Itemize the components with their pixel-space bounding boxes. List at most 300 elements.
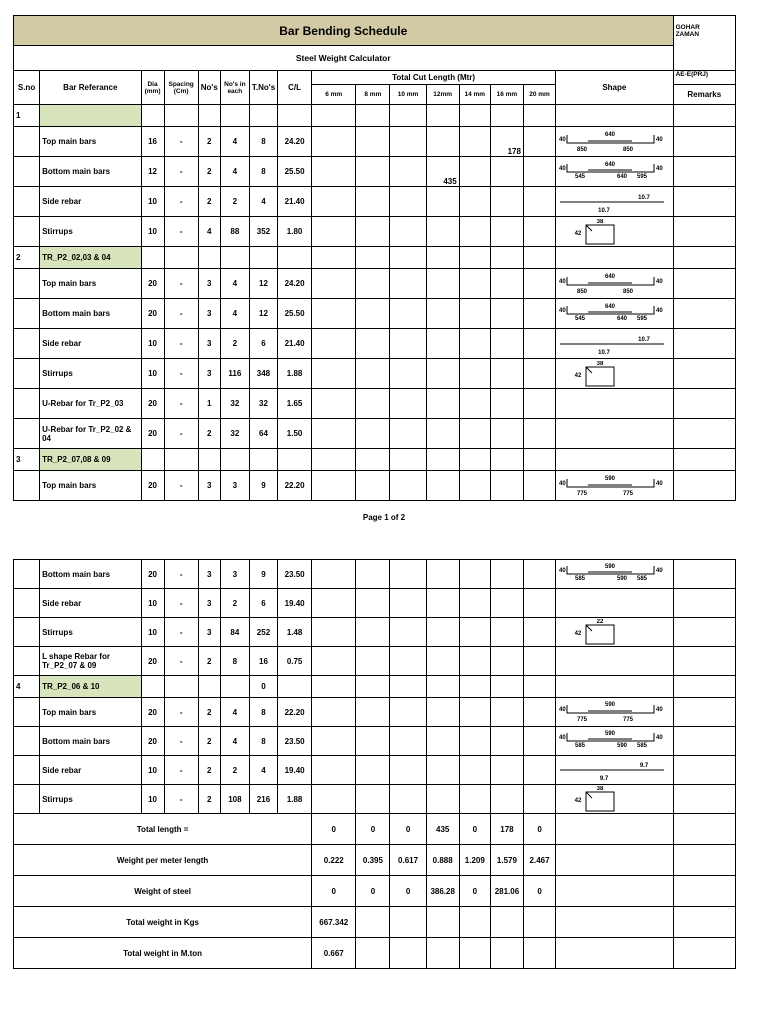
bar-dia: 20	[141, 698, 164, 727]
empty-cell	[141, 449, 164, 471]
bar-shape-cell	[556, 419, 674, 449]
empty-cell	[141, 676, 164, 698]
bar-nos-each: 116	[220, 359, 249, 389]
cut-length-d12	[426, 187, 459, 217]
cut-length-d20	[523, 419, 555, 449]
col-12mm: 12mm	[426, 85, 459, 105]
shape-dimension-label: 38	[596, 218, 604, 225]
shape-dimension-label: 22	[596, 619, 604, 625]
bar-cut-length: 22.20	[278, 698, 312, 727]
bar-shape-cell	[556, 647, 673, 676]
empty-cell	[490, 105, 523, 127]
bar-nos: 3	[198, 299, 220, 329]
page-subtitle: Steel Weight Calculator	[14, 46, 674, 71]
bar-nos-each: 32	[220, 389, 249, 419]
cut-length-d14	[459, 127, 490, 157]
author-name-2: ZAMAN	[675, 31, 700, 38]
shape-dimension-label: 640	[605, 131, 616, 138]
remarks-cell	[673, 618, 735, 647]
totals-row	[14, 814, 736, 845]
cut-length-d10	[390, 471, 426, 501]
cut-length-d16	[490, 299, 523, 329]
totals-value	[524, 907, 556, 938]
cut-length-d14	[459, 419, 490, 449]
shape-dimension-label: 590	[617, 743, 628, 749]
totals-row	[14, 876, 736, 907]
sno-cell	[14, 269, 40, 299]
page-title: Bar Bending Schedule	[14, 16, 674, 46]
bar-cut-length: 25.50	[278, 299, 312, 329]
shape-dimension-label: 42	[574, 798, 582, 804]
total-nos	[249, 449, 277, 471]
shape-dimension-label: 590	[605, 564, 616, 570]
cut-length-d14	[459, 269, 490, 299]
bar-shape-cell	[556, 756, 673, 785]
col-nos-each: No's in each	[220, 71, 249, 105]
bar-shape-diagram	[558, 699, 668, 725]
bar-nos-each: 84	[220, 618, 249, 647]
cut-length-d12	[426, 756, 459, 785]
cut-length-d14	[459, 785, 490, 814]
empty-cell	[673, 907, 735, 938]
bar-shape-diagram	[558, 301, 668, 327]
cut-length-d20	[524, 698, 556, 727]
cut-length-d14	[459, 698, 490, 727]
sno-cell	[14, 785, 40, 814]
shape-dimension-label: 40	[559, 165, 566, 172]
shape-dimension-label: 40	[656, 568, 663, 574]
empty-cell	[278, 247, 312, 269]
col-nos: No's	[198, 71, 220, 105]
bar-spacing: -	[164, 618, 198, 647]
bar-cut-length: 21.40	[278, 187, 312, 217]
bar-nos: 2	[198, 756, 220, 785]
bar-dia: 10	[141, 359, 164, 389]
shape-dimension-label: 40	[656, 735, 663, 741]
bar-nos: 4	[198, 217, 220, 247]
shape-stirrup-box	[586, 367, 614, 386]
bar-reference: U-Rebar for Tr_P2_03	[40, 389, 141, 419]
bar-shape-cell	[556, 698, 673, 727]
bar-shape-cell	[556, 269, 674, 299]
empty-cell	[673, 938, 735, 969]
cut-length-d8	[356, 589, 390, 618]
empty-cell	[459, 676, 490, 698]
bar-shape-cell	[556, 618, 673, 647]
bar-spacing: -	[164, 471, 198, 501]
empty-cell	[673, 105, 735, 127]
remarks-cell	[673, 419, 735, 449]
shape-dimension-label: 590	[605, 702, 616, 708]
remarks-cell	[673, 329, 735, 359]
table-row	[14, 247, 736, 269]
shape-dimension-label: 42	[574, 631, 582, 637]
cut-length-d10	[390, 727, 426, 756]
totals-value: 0	[356, 876, 390, 907]
shape-hook-line	[586, 367, 592, 373]
bar-reference: Side rebar	[40, 329, 141, 359]
bar-reference: Bottom main bars	[40, 560, 141, 589]
empty-cell	[198, 105, 220, 127]
sno-cell	[14, 187, 40, 217]
shape-stirrup-box	[586, 792, 614, 811]
shape-dimension-label: 775	[623, 490, 634, 497]
table-row	[14, 589, 736, 618]
bar-nos: 3	[198, 269, 220, 299]
empty-cell	[198, 247, 220, 269]
empty-cell	[490, 449, 523, 471]
totals-value: 281.06	[490, 876, 523, 907]
bar-cut-length: 19.40	[278, 589, 312, 618]
bar-nos-each: 4	[220, 299, 249, 329]
bar-total-nos: 4	[249, 756, 277, 785]
sno-cell	[14, 299, 40, 329]
bar-nos-each: 108	[220, 785, 249, 814]
bar-reference: Bottom main bars	[40, 299, 141, 329]
cut-length-d20	[523, 299, 555, 329]
sno-cell	[14, 419, 40, 449]
shape-dimension-label: 42	[574, 372, 582, 379]
bar-total-nos: 8	[249, 727, 277, 756]
designation-cell: AE-E(PRJ)	[673, 71, 735, 85]
bar-total-nos: 9	[249, 471, 277, 501]
bar-dia: 20	[141, 727, 164, 756]
bar-cut-length: 24.20	[278, 127, 312, 157]
bar-reference: Stirrups	[40, 217, 141, 247]
empty-cell	[426, 449, 459, 471]
bar-total-nos: 352	[249, 217, 277, 247]
cut-length-d8	[356, 269, 390, 299]
bar-shape-diagram	[558, 189, 668, 215]
bar-total-nos: 64	[249, 419, 277, 449]
cut-length-d16	[490, 560, 523, 589]
cut-length-d10	[390, 359, 426, 389]
total-nos: 0	[249, 676, 277, 698]
bar-reference: Stirrups	[40, 785, 141, 814]
bar-shape-cell	[556, 471, 674, 501]
shape-dimension-label: 775	[623, 717, 634, 723]
totals-value: 0	[390, 814, 426, 845]
cut-length-d14	[459, 589, 490, 618]
cut-length-d10	[390, 269, 426, 299]
totals-value	[459, 907, 490, 938]
empty-cell	[556, 676, 673, 698]
shape-dimension-label: 595	[637, 315, 648, 322]
bar-cut-length: 19.40	[278, 756, 312, 785]
cut-length-d16	[490, 419, 523, 449]
totals-label: Weight of steel	[14, 876, 312, 907]
sno-cell	[14, 389, 40, 419]
sno-cell	[14, 217, 40, 247]
cut-length-d10	[390, 756, 426, 785]
totals-value: 667.342	[312, 907, 356, 938]
cut-length-d8	[356, 471, 390, 501]
bar-total-nos: 8	[249, 698, 277, 727]
remarks-cell	[673, 217, 735, 247]
cut-length-d10	[390, 419, 426, 449]
bar-shape-cell	[556, 127, 674, 157]
col-8mm: 8 mm	[356, 85, 390, 105]
empty-cell	[278, 449, 312, 471]
bar-shape-diagram	[558, 129, 668, 155]
shape-dimension-label: 40	[656, 136, 663, 143]
shape-dimension-label: 42	[574, 230, 582, 237]
col-remarks: Remarks	[673, 85, 735, 105]
cut-length-d6	[312, 127, 356, 157]
cut-length-d6	[312, 589, 356, 618]
totals-value: 0	[459, 814, 490, 845]
bar-total-nos: 8	[249, 157, 277, 187]
bar-spacing: -	[164, 329, 198, 359]
bar-nos-each: 3	[220, 560, 249, 589]
cut-length-d8	[356, 785, 390, 814]
table-row	[14, 187, 736, 217]
cut-length-d12	[426, 560, 459, 589]
cut-length-d6	[312, 756, 356, 785]
shape-dimension-label: 850	[577, 288, 588, 295]
total-nos	[249, 105, 277, 127]
empty-cell	[164, 676, 198, 698]
totals-value	[426, 938, 459, 969]
bar-nos-each: 2	[220, 187, 249, 217]
bar-nos-each: 4	[220, 727, 249, 756]
totals-value: 435	[426, 814, 459, 845]
total-cut-length-header: Total Cut Length (Mtr)	[312, 71, 556, 85]
bar-dia: 20	[141, 419, 164, 449]
cut-length-d12: 435	[426, 157, 459, 187]
bar-dia: 10	[141, 589, 164, 618]
empty-cell	[312, 449, 356, 471]
empty-cell	[673, 814, 735, 845]
bar-reference: Side rebar	[40, 187, 141, 217]
shape-dimension-label: 850	[577, 146, 588, 153]
bar-shape-cell	[556, 389, 674, 419]
cut-length-d6	[312, 299, 356, 329]
empty-cell	[356, 449, 390, 471]
bar-reference: Bottom main bars	[40, 157, 141, 187]
bar-dia: 20	[141, 647, 164, 676]
cut-length-d20	[523, 471, 555, 501]
cut-length-d20	[523, 187, 555, 217]
bar-reference: L shape Rebar for Tr_P2_07 & 09	[40, 647, 141, 676]
bar-total-nos: 6	[249, 329, 277, 359]
col-sno: S.no	[14, 71, 40, 105]
cut-length-d6	[312, 217, 356, 247]
cut-length-d20	[523, 127, 555, 157]
shape-dimension-label: 640	[605, 303, 616, 310]
totals-value: 0	[356, 814, 390, 845]
bar-nos-each: 4	[220, 698, 249, 727]
bbs-table-page-1	[13, 15, 736, 501]
bar-shape-diagram	[558, 473, 668, 499]
empty-cell	[673, 247, 735, 269]
sno-cell	[14, 647, 40, 676]
shape-dimension-label: 38	[596, 786, 604, 792]
totals-value: 386.28	[426, 876, 459, 907]
bar-reference: Stirrups	[40, 618, 141, 647]
bar-spacing: -	[164, 785, 198, 814]
bar-nos: 3	[198, 359, 220, 389]
bar-nos-each: 2	[220, 756, 249, 785]
remarks-cell	[673, 157, 735, 187]
empty-cell	[141, 105, 164, 127]
empty-cell	[556, 907, 673, 938]
empty-cell	[390, 676, 426, 698]
empty-cell	[490, 676, 523, 698]
cut-length-d16	[490, 471, 523, 501]
bar-reference: Stirrups	[40, 359, 141, 389]
totals-value: 1.579	[490, 845, 523, 876]
group-sno: 2	[14, 247, 40, 269]
shape-dimension-label: 9.7	[599, 776, 609, 782]
cut-length-d12	[426, 471, 459, 501]
sno-cell	[14, 471, 40, 501]
cut-length-d10	[390, 589, 426, 618]
cut-length-d8	[356, 127, 390, 157]
shape-dimension-label: 40	[559, 735, 566, 741]
totals-value	[524, 938, 556, 969]
shape-dimension-label: 40	[559, 278, 566, 285]
totals-value: 1.209	[459, 845, 490, 876]
totals-value: 0	[312, 876, 356, 907]
bar-total-nos: 12	[249, 269, 277, 299]
bar-reference: Side rebar	[40, 756, 141, 785]
cut-length-d14	[459, 647, 490, 676]
cut-length-d12	[426, 727, 459, 756]
bar-cut-length: 0.75	[278, 647, 312, 676]
empty-cell	[459, 105, 490, 127]
bar-nos-each: 32	[220, 419, 249, 449]
totals-value: 0.617	[390, 845, 426, 876]
empty-cell	[459, 247, 490, 269]
cut-length-d20	[523, 359, 555, 389]
empty-cell	[220, 676, 249, 698]
cut-length-d10	[390, 560, 426, 589]
table-row	[14, 647, 736, 676]
bar-total-nos: 16	[249, 647, 277, 676]
cut-length-d6	[312, 560, 356, 589]
col-10mm: 10 mm	[390, 85, 426, 105]
cut-length-d6	[312, 359, 356, 389]
sno-cell	[14, 727, 40, 756]
cut-length-d8	[356, 756, 390, 785]
bar-reference: Bottom main bars	[40, 727, 141, 756]
bar-nos-each: 2	[220, 589, 249, 618]
remarks-cell	[673, 127, 735, 157]
cut-length-d20	[524, 727, 556, 756]
col-cl: C/L	[278, 71, 312, 105]
bar-reference: Top main bars	[40, 698, 141, 727]
bar-dia: 20	[141, 389, 164, 419]
bar-dia: 10	[141, 187, 164, 217]
table-row	[14, 389, 736, 419]
totals-label: Weight per meter length	[14, 845, 312, 876]
remarks-cell	[673, 698, 735, 727]
bar-spacing: -	[164, 419, 198, 449]
sno-cell	[14, 618, 40, 647]
cut-length-d6	[312, 471, 356, 501]
empty-cell	[523, 449, 555, 471]
bar-nos-each: 3	[220, 471, 249, 501]
bar-nos: 2	[198, 647, 220, 676]
cut-length-d8	[356, 187, 390, 217]
cut-length-d6	[312, 157, 356, 187]
col-bar-ref: Bar Referance	[40, 71, 141, 105]
cut-length-d8	[356, 727, 390, 756]
cut-length-d20	[523, 157, 555, 187]
bar-shape-cell	[556, 359, 674, 389]
group-reference: TR_P2_02,03 & 04	[40, 247, 141, 269]
remarks-cell	[673, 389, 735, 419]
cut-length-d6	[312, 727, 356, 756]
group-sno: 4	[14, 676, 40, 698]
empty-cell	[426, 247, 459, 269]
bar-spacing: -	[164, 647, 198, 676]
bar-nos: 2	[198, 785, 220, 814]
bar-spacing: -	[164, 756, 198, 785]
cut-length-d8	[356, 389, 390, 419]
bar-spacing: -	[164, 269, 198, 299]
cut-length-d10	[390, 127, 426, 157]
bar-nos: 2	[198, 187, 220, 217]
empty-cell	[556, 449, 674, 471]
bar-nos: 2	[198, 727, 220, 756]
bar-cut-length: 1.88	[278, 785, 312, 814]
table-row	[14, 449, 736, 471]
table-row	[14, 727, 736, 756]
bar-shape-cell	[556, 157, 674, 187]
bar-dia: 10	[141, 785, 164, 814]
cut-length-d10	[390, 389, 426, 419]
bar-total-nos: 252	[249, 618, 277, 647]
bar-nos: 3	[198, 329, 220, 359]
shape-hook-line	[586, 225, 592, 231]
table-row	[14, 105, 736, 127]
bar-cut-length: 21.40	[278, 329, 312, 359]
bar-total-nos: 8	[249, 127, 277, 157]
totals-value: 0.222	[312, 845, 356, 876]
cut-length-d6	[312, 269, 356, 299]
remarks-cell	[673, 727, 735, 756]
empty-cell	[220, 449, 249, 471]
shape-dimension-label: 10.7	[598, 349, 610, 356]
empty-cell	[220, 105, 249, 127]
bar-total-nos: 32	[249, 389, 277, 419]
empty-cell	[356, 247, 390, 269]
empty-cell	[356, 105, 390, 127]
cut-length-d8	[356, 698, 390, 727]
cut-length-d10	[390, 647, 426, 676]
totals-row	[14, 907, 736, 938]
bar-dia: 20	[141, 471, 164, 501]
bar-dia: 10	[141, 329, 164, 359]
totals-value	[490, 907, 523, 938]
shape-dimension-label: 590	[605, 731, 616, 737]
empty-cell	[556, 105, 674, 127]
table-row	[14, 419, 736, 449]
empty-cell	[673, 876, 735, 907]
shape-dimension-label: 640	[617, 173, 628, 180]
bar-dia: 20	[141, 560, 164, 589]
bar-shape-diagram	[558, 219, 668, 245]
totals-value: 0	[524, 876, 556, 907]
empty-cell	[426, 676, 459, 698]
totals-value: 0	[390, 876, 426, 907]
bar-cut-length: 23.50	[278, 727, 312, 756]
bar-reference: Top main bars	[40, 471, 141, 501]
cut-length-d12	[426, 359, 459, 389]
table-row	[14, 359, 736, 389]
